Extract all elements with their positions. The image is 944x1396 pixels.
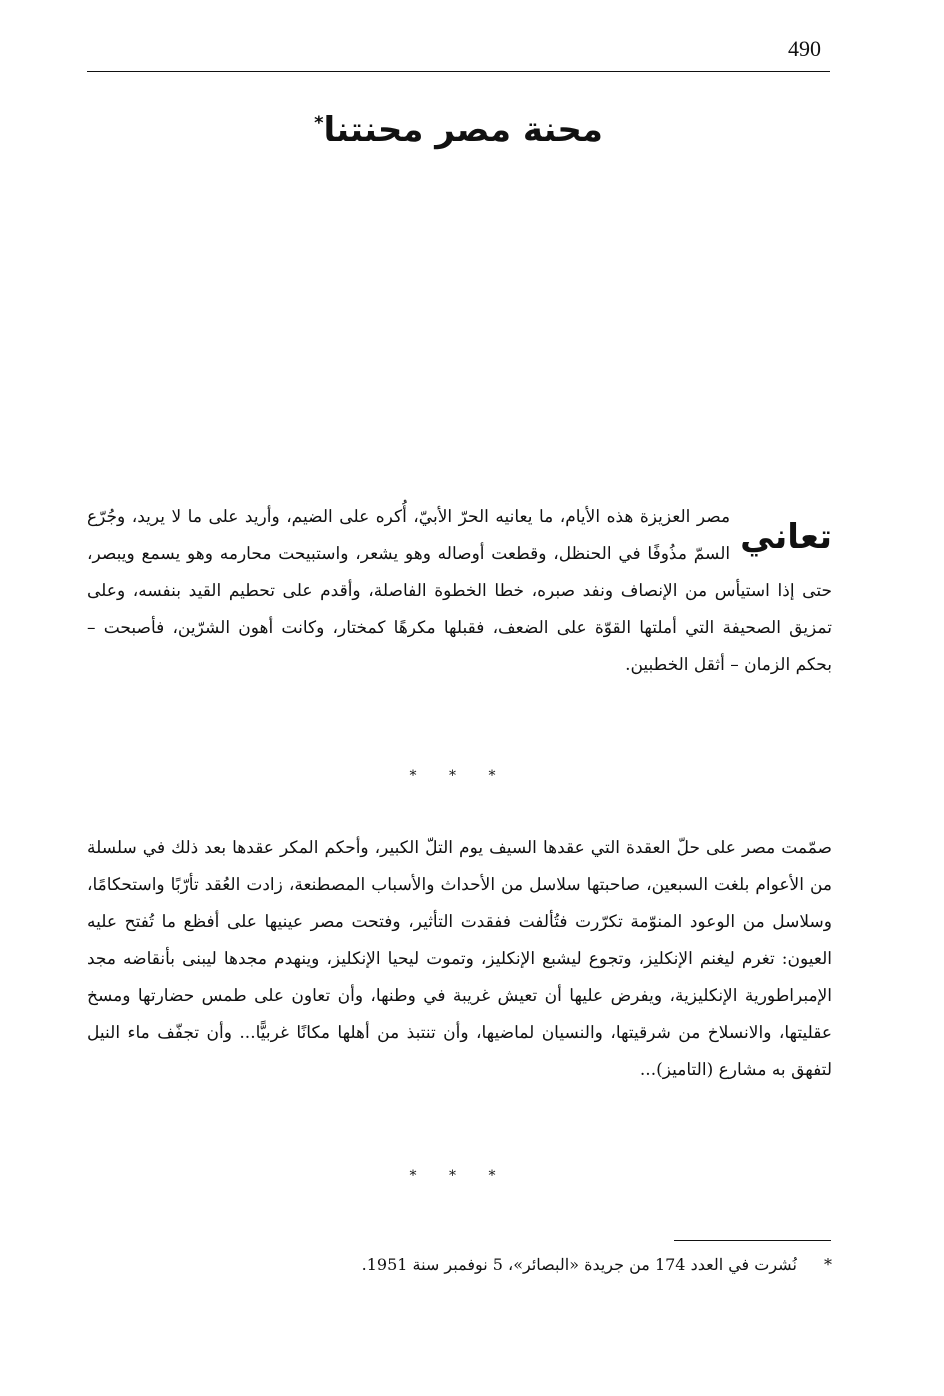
footnote: [87, 1248, 832, 1282]
footnote-marker: *: [824, 1255, 832, 1274]
section-separator-2: * * *: [409, 1168, 510, 1184]
footnote-rule: [674, 1240, 831, 1241]
title-footnote-marker: *: [314, 112, 324, 134]
paragraph-2-text: صمّمت مصر على حلّ العقدة التي عقدها السيف يوم التلّ الكبير، وأحكم المكر عقدها بعد ذلك في سلسلة من الأعوام بلغت السبعين، صاحبتها سلاسل من الأحداث والأسباب المصطنعة، زادت العُقد تأرّبًا واستحكامًا، وسلاسل من الوعود المنوّمة تكرّرت فتُألفت ففقدت التأثير، وفتحت مصر عينيها على أفظع ما تُفتح عليه العيون: تغرم ليغنم الإنكليز، وتجوع ليشبع الإنكليز، وتموت ليحيا الإنكليز، وينهدم مجدها ليبنى بأنقاضه مجد الإمبراطورية الإنكليزية، ويفرض عليها أن تعيش غريبة في وطنها، وأن تعاون على طمس حضارتها ومسخ عقليتها، والانسلاخ من شرقيتها، والنسيان لماضيها، وأن تنتبذ من أهلها مكانًا غربيًّا... وأن تجفّف ماء النيل لتفهق به مشارع (التاميز)...: [87, 838, 832, 1080]
drop-cap-word: تعاني: [740, 517, 832, 557]
section-separator-1: * * *: [409, 768, 510, 784]
page-title-text: محنة مصر محنتنا: [323, 110, 603, 150]
paragraph-2: [87, 830, 832, 1089]
footnote-text: نُشرت في العدد 174 من جريدة «البصائر»، 5 نوفمبر سنة 1951.: [361, 1255, 797, 1274]
page-number: 490: [788, 36, 821, 61]
page-title: [87, 108, 830, 152]
paragraph-1: [87, 499, 832, 684]
header-rule: [87, 71, 830, 72]
paragraph-1-text: مصر العزيزة هذه الأيام، ما يعانيه الحرّ الأبيّ، أُكره على الضيم، وأريد على ما لا يريد، وجُرّع السمّ مذُوفًا في الحنظل، وقطعت أوصاله وهو يشعر، واستبيحت محارمه وهو يسمع ويبصر، حتى إذا استيأس من الإنصاف ونفد صبره، خطا الخطوة الفاصلة، وأقدم على تحطيم القيد بنفسه، وعلى تمزيق الصحيفة التي أملتها القوّة على الضعف، فقبلها مكرهًا كمختار، وكانت أهون الشرّين، فأصبحت – بحكم الزمان – أثقل الخطبين.: [87, 507, 832, 675]
